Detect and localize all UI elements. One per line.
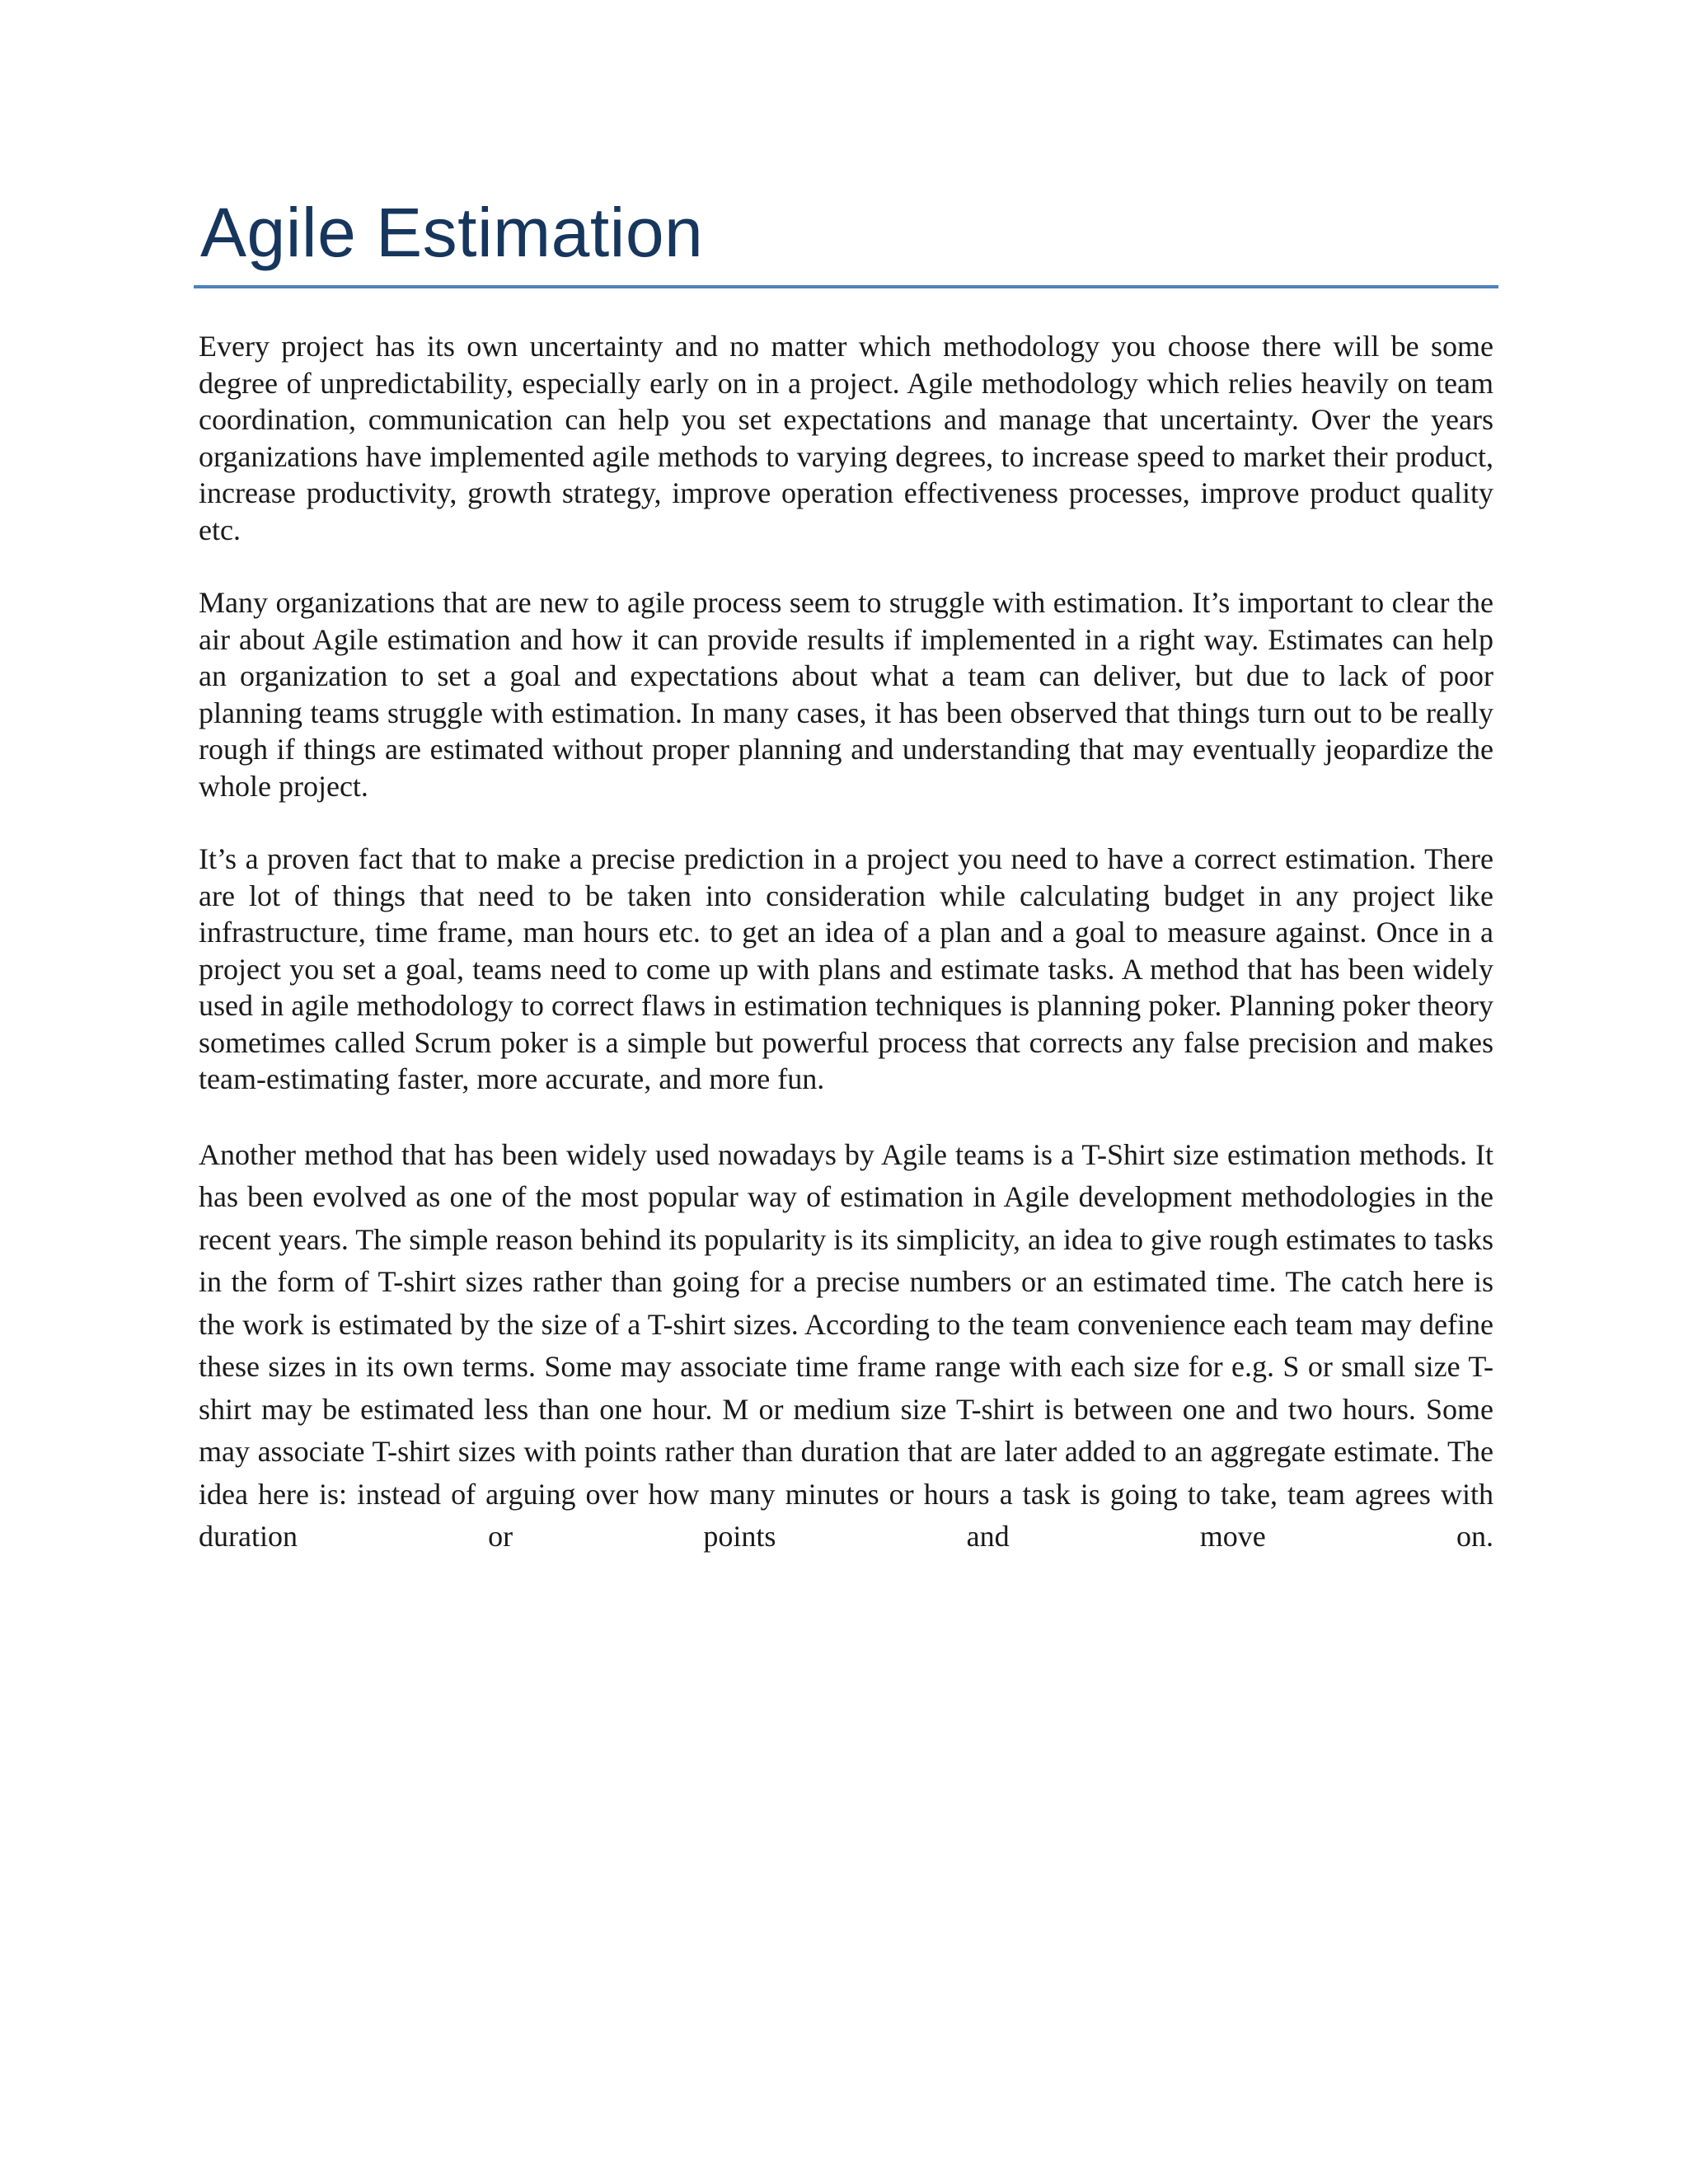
paragraph-intro: Every project has its own uncertainty and no matter which methodology you choose there will be some degree of unpredictability, especially early on in a project. Agile methodology which relies heavily on team coordination, communication can help you set expectations and manage that uncertainty. Over the years organizations have implemented agile methods to varying degrees, to increase speed to market their product, increase productivity, growth strategy, improve operation effectiveness processes, improve product quality etc. — [199, 330, 1493, 546]
page-title: Agile Estimation — [200, 194, 704, 271]
paragraph-planning-poker: It’s a proven fact that to make a precise prediction in a project you need to have a correct estimation. There are lot of things that need to be taken into consideration while calculating budget in any project like infrastructure, time frame, man hours etc. to get an idea of a plan and a goal to measure against. Once in a project you set a goal, teams need to come up with plans and estimate tasks. A method that has been widely used in agile methodology to correct flaws in estimation techniques is planning poker. Planning poker theory sometimes called Scrum poker is a simple but powerful process that corrects any false precision and makes team-estimating faster, more accurate, and more fun. — [199, 842, 1493, 1095]
title-underline — [194, 285, 1498, 288]
document-body — [199, 194, 1493, 1595]
paragraph-struggle: Many organizations that are new to agile process seem to struggle with estimation. It’s important to clear the air about Agile estimation and how it can provide results if implemented in a right way. Estimates can help an organization to set a goal and expectations about what a team can deliver, but due to lack of poor planning teams struggle with estimation. In many cases, it has been observed that things turn out to be really rough if things are estimated without proper planning and understanding that may eventually jeopardize the whole project. — [199, 586, 1493, 803]
paragraph-tshirt-sizing: Another method that has been widely used nowadays by Agile teams is a T-Shirt size estimation methods. It has been evolved as one of the most popular way of estimation in Agile development methodologies in the recent years. The simple reason behind its popularity is its simplicity, an idea to give rough estimates to tasks in the form of T-shirt sizes rather than going for a precise numbers or an estimated time. The catch here is the work is estimated by the size of a T-shirt sizes. According to the team convenience each team may define these sizes in its own terms. Some may associate time frame range with each size for e.g. S or small size T-shirt may be estimated less than one hour. M or medium size T-shirt is between one and two hours. Some may associate T-shirt sizes with points rather than duration that are later added to an aggregate estimate. The idea here is: instead of arguing over how many minutes or hours a task is going to take, team agrees with duration or points and move on. — [199, 1137, 1493, 1553]
